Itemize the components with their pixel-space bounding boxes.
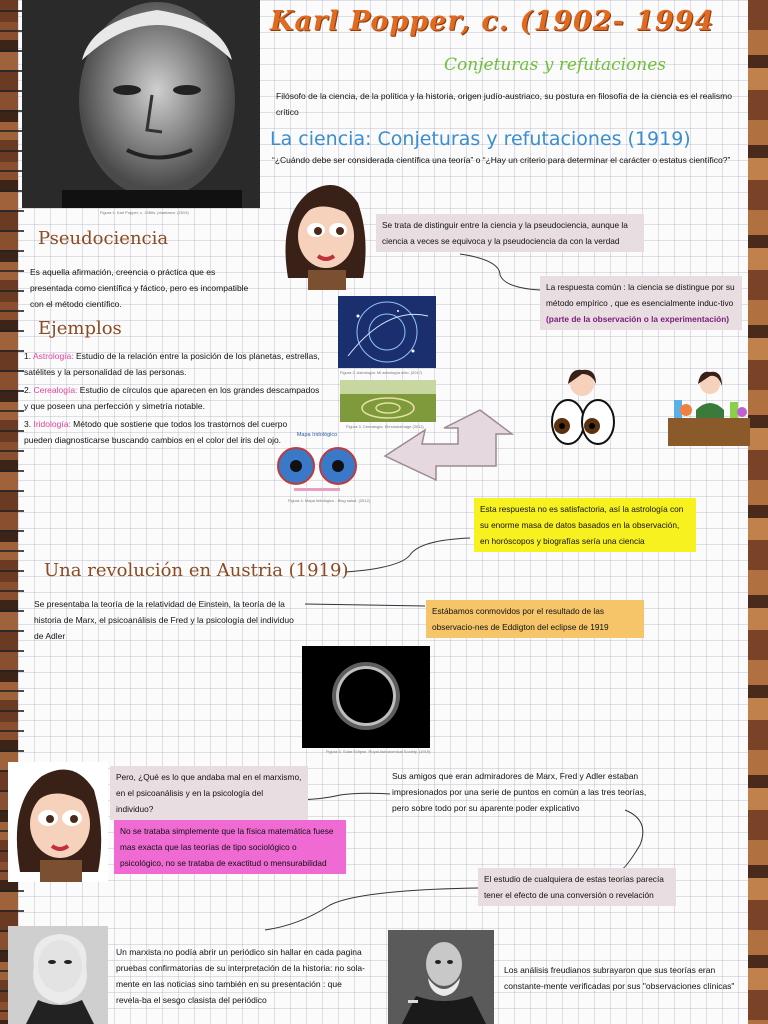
revolucion-text: Se presentaba la teoría de la relatividad de Einstein, la teoría de la historia de Marx, el psicoanálisis de Fred y la psicología del individuo de Adler [34,599,294,641]
magenta-box: No se trataba simplemente que la física matemática fuese mas exacta que las teorías de tipo sociológico o psicológico, no se trataba de exactitud o mensurabilidad [114,820,346,874]
page-title: Karl Popper, c. (1902- 1994 [270,6,715,37]
ejemplo-1-label: Astrología: [33,351,74,361]
ciencia-heading: La ciencia: Conjeturas y refutaciones (1919) [270,128,691,150]
pseudociencia-text: Es aquella afirmación, creencia o práctica que es presentada como científica y fáctico, pero es incompatible con el método científico. [30,267,249,309]
arrow-graphic [380,408,520,498]
ciencia-question: “¿Cuándo debe ser considerada científica una teoría” o “¿Hay un criterio para determinar el carácter o estatus científico?” [272,155,731,165]
cerealogia-caption: Figura 3. Cerealogía. Elmundoimage (2011) [346,424,424,429]
ejemplo-3-text: Método que sostiene que todos los trastornos del cuerpo pueden diagnosticarse buscando cambios en el color del iris del ojo. [24,419,288,445]
amigos-text: Sus amigos que eran admiradores de Marx, Fred y Adler estaban impresionados por una serie de puntos en común a las tres teorías, pero sobre todo por su aparente poder explicativo [392,771,647,813]
ejemplo-2 [24,382,324,414]
iridologia-image [274,432,360,504]
respuesta-comun-highlight: (parte de la observación o la experimentación) [546,314,730,324]
marx-photo [8,926,108,1024]
avatar-girl-question [8,762,108,882]
bubble-distinguir: Se trata de distinguir entre la ciencia y la pseudociencia, aunque la ciencia a veces se equivoca y la pseudociencia da con la verdad [376,214,644,252]
orange-box: Estábamos conmovidos por el resultado de las observacio-nes de Eddigton del eclipse de 1919 [426,600,644,638]
eclipse-caption: Figura 5. Solar Eclipse. Royal Astronomical Society. (1919) [326,749,431,754]
ejemplos-heading: Ejemplos [38,318,122,339]
estudio-box: El estudio de cualquiera de estas teorías parecía tener el efecto de una conversión o revelación [478,868,676,906]
ejemplo-1 [24,348,324,380]
ejemplo-2-text: Estudio de círculos que aparecen en los grandes descampados y que poseen una perfección y simetría notable. [24,385,320,411]
astrologia-image [338,296,436,368]
eclipse-image [302,646,430,748]
pink-question-box: Pero, ¿Qué es lo que andaba mal en el marxismo, en el psicoanálisis y en la psicología del individuo? [110,766,308,820]
yellow-box: Esta respuesta no es satisfactoria, así la astrología con su enorme masa de datos basados en la observación, en horóscopos y biografías sería una ciencia [474,498,696,552]
pseudociencia-heading: Pseudociencia [38,228,169,249]
ejemplo-1-num: 1. [24,351,32,361]
ejemplo-2-num: 2. [24,385,32,395]
ejemplo-1-text: Estudio de la relación entre la posición de los planetas, estrellas, satélites y la personalidad de las personas. [24,351,320,377]
subtitle: Conjeturas y refutaciones [444,55,667,75]
popper-caption: Figura 1. Karl Popper, c. 1980s. phantasm. (2019) [100,210,189,215]
ejemplo-3-label: Iridología: [33,419,71,429]
astrologia-caption: Figura 2. Astrología. Mi astrología mito. (2017) [340,370,423,375]
marxista-text: Un marxista no podía abrir un periódico sin hallar en cada pagina pruebas confirmatorias de su interpretación de la historia: no sola-mente en las noticias sino también en su presentación : que revela-ba el sesgo clasista del periódico [116,947,365,1005]
ejemplo-2-label: Cerealogía: [33,385,78,395]
ejemplo-3-num: 3. [24,419,32,429]
respuesta-comun-text: La respuesta común : la ciencia se distingue por su método empírico , que es esencialmente induc-tivo [546,282,735,308]
avatar-scientist [666,360,752,450]
avatar-eyes [540,366,626,450]
freud-text: Los análisis freudianos subrayaron que sus teorías eran constante-mente verificadas por sus "observaciones clínicas" [504,965,735,991]
intro-text: Filósofo de la ciencia, de la política y la historia, origen judío-austriaco, su postura en filosofía de la ciencia es el realismo crítico [276,91,732,117]
iridologia-caption: Figura 4. Mapa iridológico - Blog salud. (2012) [288,498,371,503]
iridologia-title: Mapa Iridológico [296,432,338,438]
ejemplo-3 [24,416,314,448]
freud-photo [388,930,494,1024]
revolucion-heading: Una revolución en Austria (1919) [44,560,349,581]
